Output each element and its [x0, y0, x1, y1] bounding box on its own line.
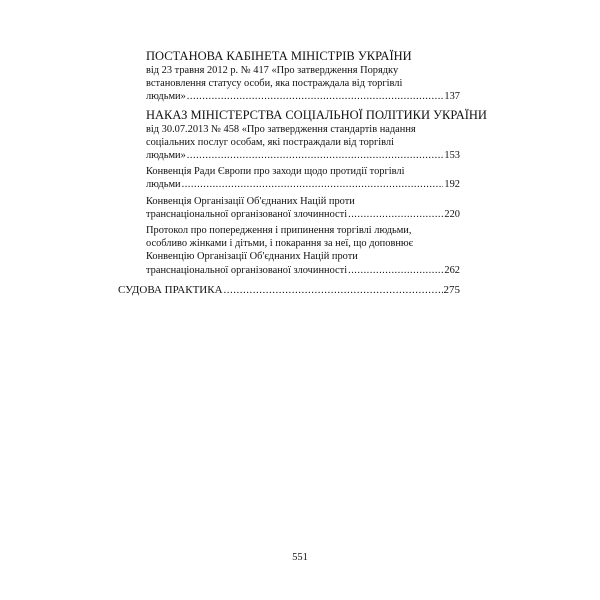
- toc-entry-line: соціальних послуг особам, які постраждали від торгівлі: [146, 136, 394, 148]
- dot-leader: [187, 90, 444, 103]
- toc-entry-text: [146, 123, 460, 163]
- toc-page-number: 137: [444, 91, 460, 103]
- toc-entry-line: Конвенція Організації Об'єднаних Націй проти: [146, 195, 355, 207]
- toc-entry-line: транснаціональної організованої злочинності: [146, 264, 348, 276]
- toc-entry-line: Конвенцію Організації Об'єднаних Націй проти: [146, 251, 358, 263]
- toc-entry-last-line: [146, 90, 460, 103]
- page-number: 551: [292, 552, 308, 563]
- toc-page-number: 262: [444, 264, 460, 276]
- toc-entry: [118, 48, 460, 104]
- toc-entry-line: від 23 травня 2012 р. № 417 «Про затвердження Порядку: [146, 65, 399, 76]
- toc-page-number: 220: [444, 208, 460, 220]
- toc-entry-line: людьми»: [146, 91, 186, 103]
- toc-page-number: 192: [444, 179, 460, 191]
- toc-entry-last-line: [146, 178, 460, 191]
- toc-entry-line: встановлення статусу особи, яка постраждала від торгівлі: [146, 78, 403, 90]
- dot-leader: [182, 178, 444, 191]
- toc-entry-heading: ПОСТАНОВА КАБІНЕТА МІНІСТРІВ УКРАЇНИ: [146, 49, 412, 63]
- dot-leader: [224, 283, 443, 297]
- toc-entry-last-line: [146, 149, 460, 162]
- toc-entry-line: Протокол про попередження і припинення торгівлі людьми,: [146, 225, 412, 237]
- toc-entry-heading: НАКАЗ МІНІСТЕРСТВА СОЦІАЛЬНОЇ ПОЛІТИКИ УКРАЇНИ: [146, 107, 487, 122]
- toc-entry: [118, 107, 487, 163]
- toc-entry-line: людьми: [146, 179, 181, 191]
- toc-entry-line: особливо жінками і дітьми, і покарання за неї, що доповнює: [146, 238, 414, 250]
- toc-page-number: 275: [443, 283, 460, 296]
- table-of-contents: [118, 48, 487, 297]
- toc-entry-text: [146, 64, 460, 104]
- dot-leader: [348, 264, 443, 277]
- toc-page-number: 153: [444, 150, 460, 162]
- toc-entry-text: [146, 165, 460, 191]
- toc-entry: [118, 224, 460, 277]
- toc-entry-text: [146, 224, 460, 277]
- toc-entry: [118, 195, 460, 221]
- toc-section: [118, 283, 460, 297]
- toc-entry: [118, 165, 460, 191]
- toc-entry-last-line: [146, 208, 460, 221]
- dot-leader: [348, 208, 443, 221]
- toc-entry-line: від 30.07.2013 № 458 «Про затвердження стандартів надання: [146, 123, 416, 135]
- toc-entry-line: Конвенція Ради Європи про заходи щодо протидії торгівлі: [146, 166, 405, 178]
- toc-entry-last-line: [146, 264, 460, 277]
- dot-leader: [187, 149, 444, 162]
- toc-entry-line: транснаціональної організованої злочинності: [146, 208, 348, 220]
- toc-entry-text: [146, 195, 460, 221]
- toc-section-label: СУДОВА ПРАКТИКА: [118, 283, 223, 296]
- toc-entry-line: людьми»: [146, 150, 186, 162]
